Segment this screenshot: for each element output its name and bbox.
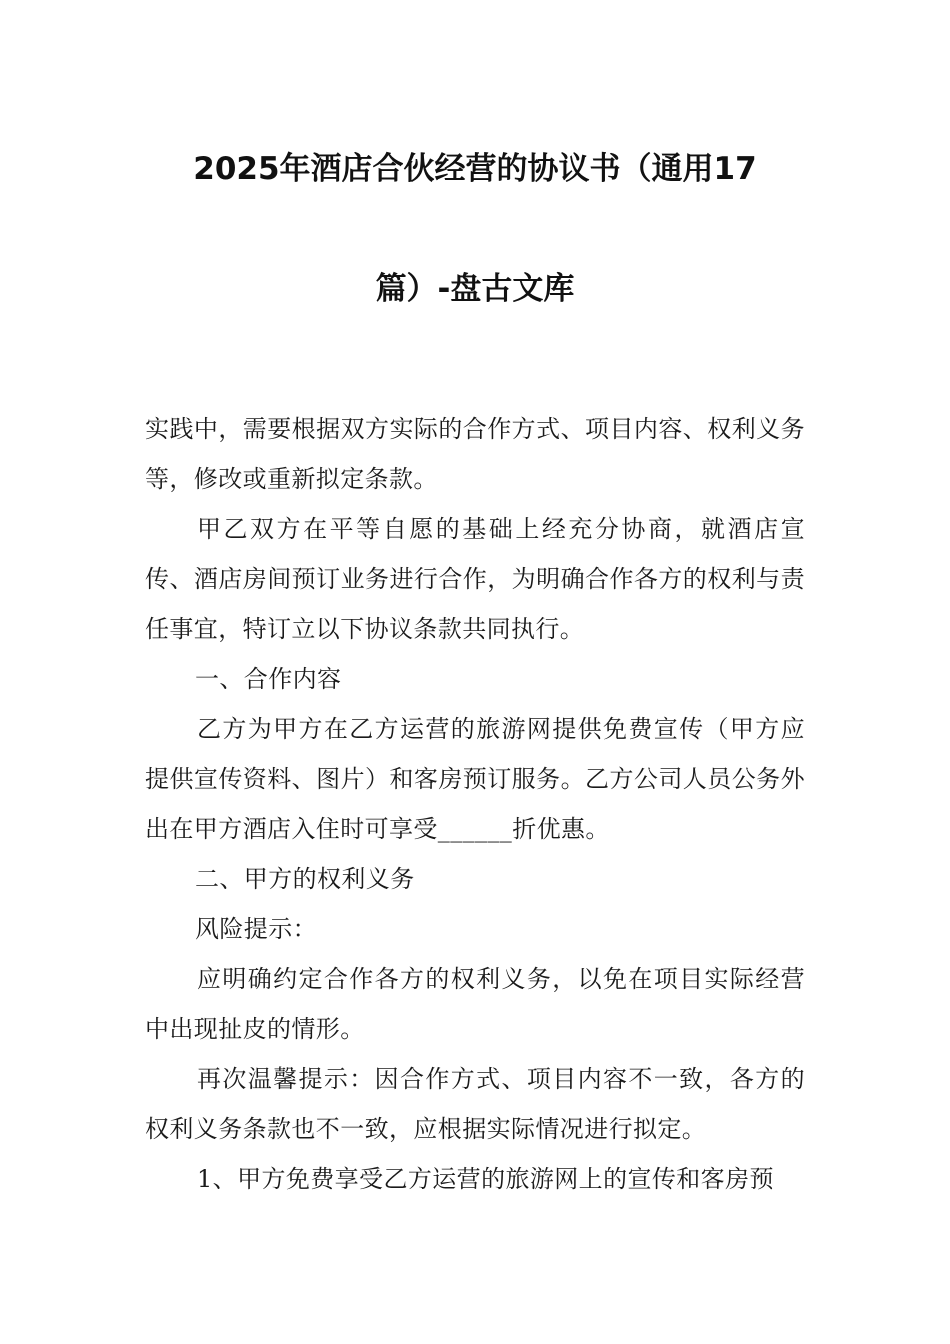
paragraph-preamble: 甲乙双方在平等自愿的基础上经充分协商，就酒店宣传、酒店房间预订业务进行合作，为明确合作各方的权利与责任事宜，特订立以下协议条款共同执行。 [145,515,805,643]
document-title-line-1: 2025年酒店合伙经营的协议书（通用17 [193,151,757,187]
section-heading-cooperation: 一、合作内容 [195,665,342,693]
document-body [145,404,805,1204]
clause-item-1: 1、甲方免费享受乙方运营的旅游网上的宣传和客房预 [197,1165,774,1193]
document-title-line-2: 篇）-盘古文库 [375,271,575,307]
risk-notice-label: 风险提示： [195,915,317,943]
section-heading-party-a-rights: 二、甲方的权利义务 [195,865,415,893]
paragraph-cooperation-content: 乙方为甲方在乙方运营的旅游网提供免费宣传（甲方应提供宣传资料、图片）和客房预订服务。乙方公司人员公务外出在甲方酒店入住时可享受______折优惠。 [145,715,805,843]
paragraph-reminder: 再次温馨提示：因合作方式、项目内容不一致，各方的权利义务条款也不一致，应根据实际情况进行拟定。 [145,1065,805,1143]
paragraph-risk-notice: 应明确约定合作各方的权利义务，以免在项目实际经营中出现扯皮的情形。 [145,965,805,1043]
paragraph-intro: 实践中，需要根据双方实际的合作方式、项目内容、权利义务等，修改或重新拟定条款。 [145,415,805,493]
